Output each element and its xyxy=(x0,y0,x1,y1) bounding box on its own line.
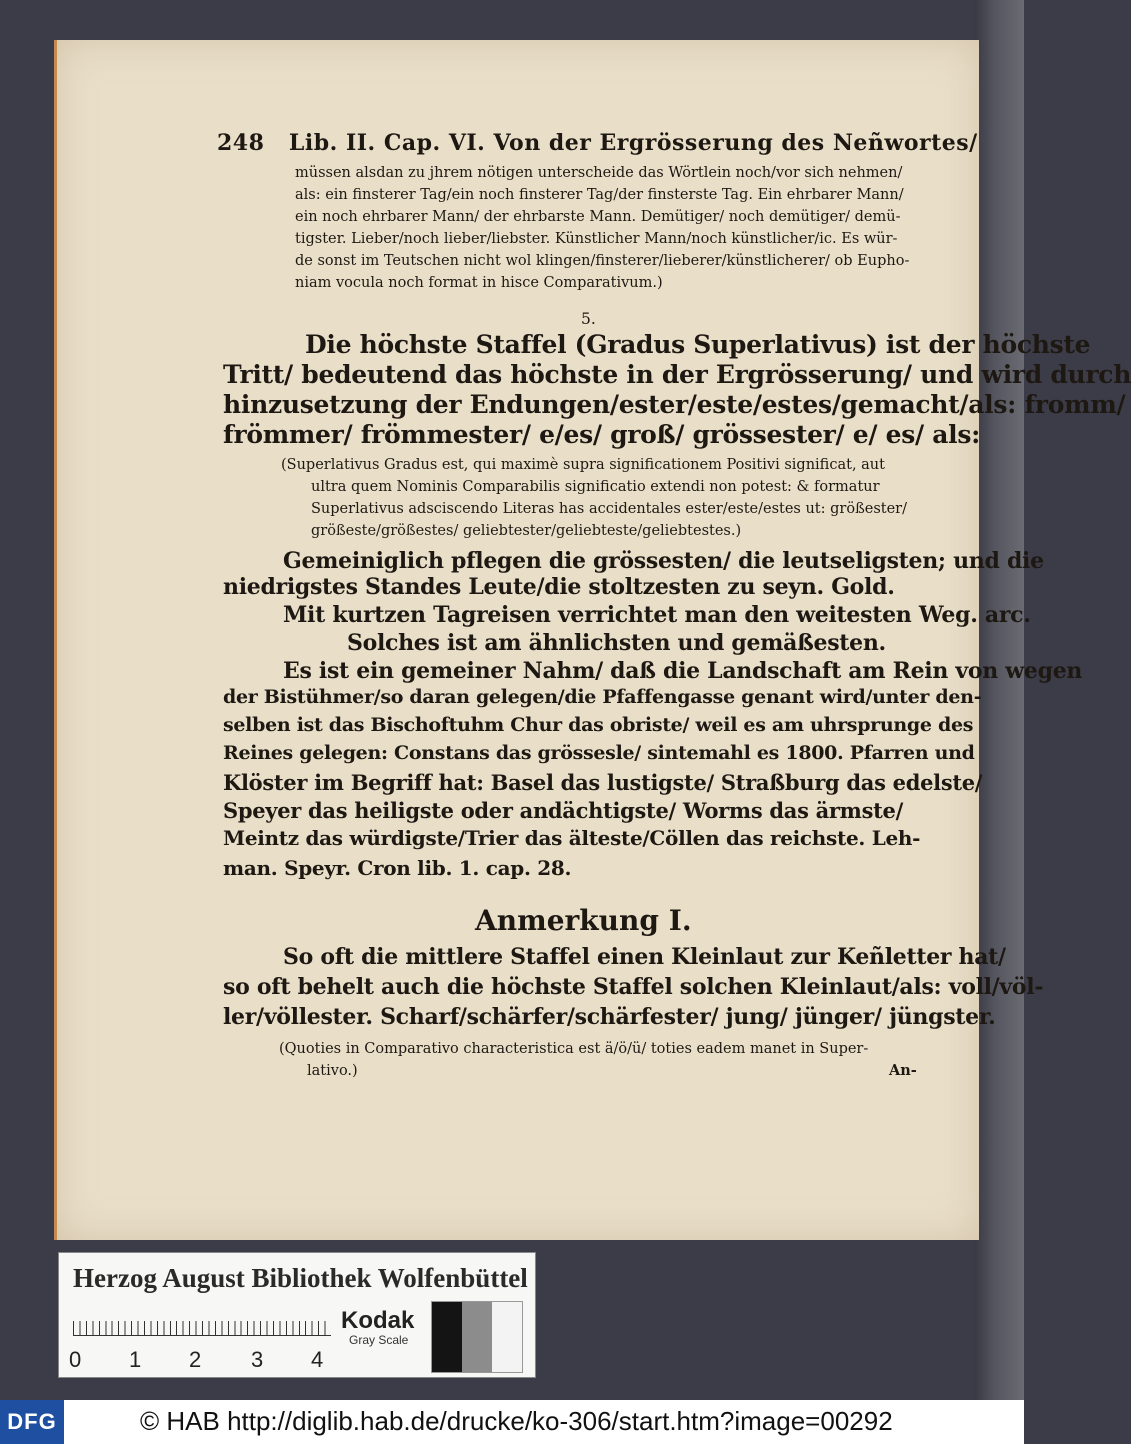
scale-ruler xyxy=(73,1311,331,1336)
example-line: niedrigstes Standes Leute/die stoltzesten zu seyn. Gold. xyxy=(223,574,895,600)
ruler-number: 2 xyxy=(189,1347,202,1372)
dfg-logo: DFG xyxy=(0,1400,64,1444)
superlative-line: hinzusetzung der Endungen/ester/este/estes/gemacht/als: fromm/ xyxy=(223,390,1126,419)
scan-background xyxy=(975,0,1024,1444)
intro-line: müssen alsdan zu jhrem nötigen unterscheide das Wörtlein noch/vor sich nehmen/ xyxy=(295,165,903,181)
intro-line: niam vocula noch format in hisce Comparativum.) xyxy=(295,275,663,291)
anmerkung-title: Anmerkung I. xyxy=(475,904,692,937)
intro-line: ein noch ehrbarer Mann/ der ehrbarste Mann. Demütiger/ noch demütiger/ demü- xyxy=(295,209,901,225)
final-latin-line: lativo.) xyxy=(307,1063,358,1079)
superlative-line: Die höchste Staffel (Gradus Superlativus) ist der höchste xyxy=(305,330,1091,359)
intro-line: als: ein finsterer Tag/ein noch finsterer Tag/der finsterste Tag. Ein ehrbarer Mann/ xyxy=(295,187,904,203)
swatch-gray xyxy=(462,1302,492,1372)
final-latin-line: (Quoties in Comparativo characteristica est ä/ö/ü/ toties eadem manet in Super- xyxy=(279,1041,869,1057)
latin-line: ultra quem Nominis Comparabilis significatio extendi non potest: & formatur xyxy=(311,479,880,495)
superlative-line: frömmer/ frömmester/ e/es/ groß/ grössester/ e/ es/ als: xyxy=(223,420,981,449)
latin-line: größeste/größestes/ geliebtester/geliebteste/geliebtestes.) xyxy=(311,523,742,539)
example-line: der Bistühmer/so daran gelegen/die Pfaffengasse genant wird/unter den- xyxy=(223,686,982,708)
kodak-brand: Kodak xyxy=(341,1307,415,1334)
copyright-text: © HAB http://diglib.hab.de/drucke/ko-306/start.htm?image=00292 xyxy=(140,1406,893,1436)
page-number: 248 xyxy=(217,130,265,156)
example-line: Speyer das heiligste oder andächtigste/ Worms das ärmste/ xyxy=(223,798,903,823)
example-line: Gemeiniglich pflegen die grössesten/ die leutseligsten; und die xyxy=(283,548,1044,574)
footer-bar xyxy=(0,1400,1024,1444)
swatch-black xyxy=(432,1302,462,1372)
gray-scale-label: Gray Scale xyxy=(349,1333,409,1347)
ruler-number: 0 xyxy=(69,1347,82,1372)
section-number: 5. xyxy=(581,310,596,328)
anmerkung-line: ler/völlester. Scharf/schärfer/schärfester/ jung/ jünger/ jüngster. xyxy=(223,1004,996,1030)
running-header xyxy=(217,130,978,156)
swatch-white xyxy=(492,1302,522,1372)
example-line: man. Speyr. Cron lib. 1. cap. 28. xyxy=(223,856,572,880)
library-title: Herzog August Bibliothek Wolfenbüttel xyxy=(73,1263,528,1293)
superlative-line: Tritt/ bedeutend das höchste in der Ergrösserung/ und wird durch xyxy=(223,360,1131,389)
example-line: Mit kurtzen Tagreisen verrichtet man den weitesten Weg. arc. xyxy=(283,602,1031,628)
intro-line: tigster. Lieber/noch lieber/liebster. Künstlicher Mann/noch künstlicher/ic. Es wür- xyxy=(295,231,898,247)
intro-line: de sonst im Teutschen nicht wol klingen/finsterer/lieberer/künstlicherer/ ob Eupho- xyxy=(295,253,910,269)
latin-line: Superlativus adsciscendo Literas has accidentales ester/este/estes ut: größester/ xyxy=(311,501,908,517)
example-line: selben ist das Bischoftuhm Chur das obriste/ weil es am uhrsprunge des xyxy=(223,714,974,736)
example-line: Es ist ein gemeiner Nahm/ daß die Landschaft am Rein von wegen xyxy=(283,658,1083,684)
example-line: Meintz das würdigste/Trier das älteste/Cöllen das reichste. Leh- xyxy=(223,826,921,850)
ruler-number: 1 xyxy=(129,1347,142,1372)
example-line: Klöster im Begriff hat: Basel das lustigste/ Straßburg das edelste/ xyxy=(223,770,983,795)
example-line: Reines gelegen: Constans das grössesle/ sintemahl es 1800. Pfarren und xyxy=(223,742,975,764)
gray-swatches xyxy=(431,1301,523,1373)
ruler-number: 3 xyxy=(251,1347,264,1372)
latin-line: (Superlativus Gradus est, qui maximè supra significationem Positivi significat, aut xyxy=(281,457,885,473)
library-label-card xyxy=(58,1252,536,1378)
example-line: Solches ist am ähnlichsten und gemäßesten. xyxy=(347,630,886,656)
anmerkung-line: So oft die mittlere Staffel einen Kleinlaut zur Keñletter hat/ xyxy=(283,944,1006,970)
running-title: Lib. II. Cap. VI. Von der Ergrösserung des Neñwortes/ xyxy=(288,130,978,156)
ruler-number: 4 xyxy=(311,1347,324,1372)
book-page xyxy=(54,40,1131,1240)
anmerkung-line: so oft behelt auch die höchste Staffel solchen Kleinlaut/als: voll/völ- xyxy=(223,974,1044,1000)
catchword: An- xyxy=(889,1062,917,1079)
